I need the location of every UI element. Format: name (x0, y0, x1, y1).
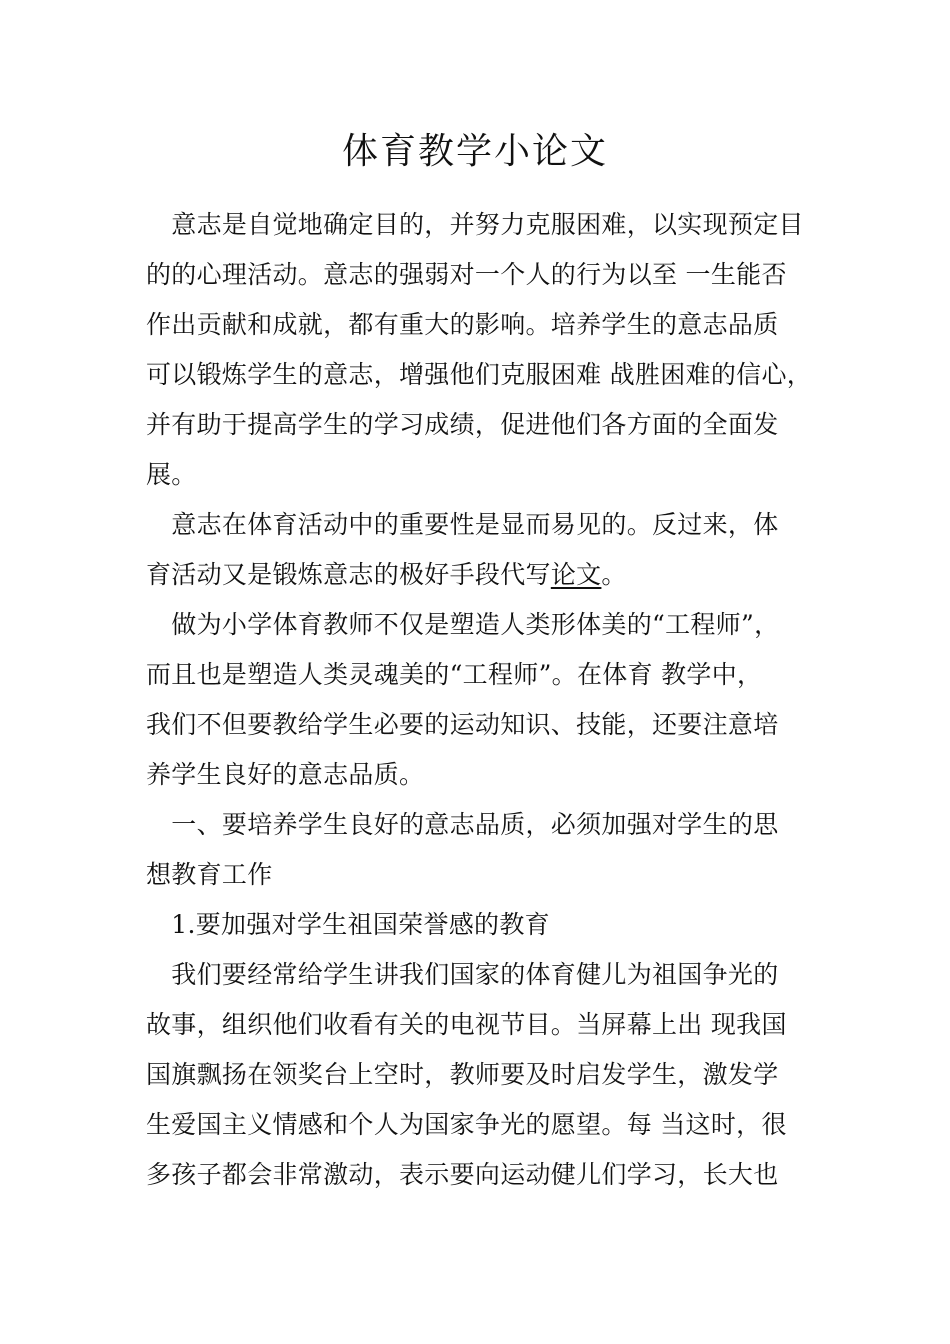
text-line: 的的心理活动。意志的强弱对一个人的行为以至 一生能否 (146, 260, 787, 289)
text-line: 想教育工作 (146, 860, 273, 889)
text-line: 故事，组织他们收看有关的电视节目。当屏幕上出 现我国 (146, 1010, 787, 1039)
text-line: 生爱国主义情感和个人为国家争光的愿望。每 当这时，很 (146, 1110, 787, 1139)
text-line-with-link (146, 550, 821, 600)
text-line: 可以锻炼学生的意志，增强他们克服困难 战胜困难的信心， (146, 360, 813, 389)
text-line-suffix: 。 (601, 560, 627, 589)
text-line: 并有助于提高学生的学习成绩，促进他们各方面的全面发 (146, 410, 779, 439)
text-line: 国旗飘扬在领奖台上空时，教师要及时启发学生，激发学 (146, 1060, 779, 1089)
document-body (146, 200, 821, 1200)
text-line: 意志是自觉地确定目的，并努力克服困难，以实现预定目 (146, 210, 804, 239)
section-heading: 1.要加强对学生祖国荣誉感的教育 (146, 910, 550, 939)
text-line-prefix: 育活动又是锻炼意志的极好手段代写 (146, 560, 551, 589)
text-line: 我们不但要教给学生必要的运动知识、技能，还要注意培 (146, 710, 779, 739)
text-line: 养学生良好的意志品质。 (146, 760, 425, 789)
text-line: 展。 (146, 460, 197, 489)
text-line: 我们要经常给学生讲我们国家的体育健儿为祖国争光的 (146, 960, 779, 989)
text-line: 作出贡献和成就，都有重大的影响。培养学生的意志品质 (146, 310, 779, 339)
text-line: 意志在体育活动中的重要性是显而易见的。反过来，体 (146, 510, 779, 539)
essay-link[interactable]: 论文 (550, 560, 602, 589)
text-line: 而且也是塑造人类灵魂美的“工程师”。在体育 教学中， (146, 660, 763, 689)
text-line: 做为小学体育教师不仅是塑造人类形体美的“工程师”， (146, 610, 780, 639)
text-line: 一、要培养学生良好的意志品质，必须加强对学生的思 (146, 810, 779, 839)
text-line: 多孩子都会非常激动，表示要向运动健儿们学习，长大也 (146, 1160, 779, 1189)
document-title: 体育教学小论文 (341, 131, 608, 172)
